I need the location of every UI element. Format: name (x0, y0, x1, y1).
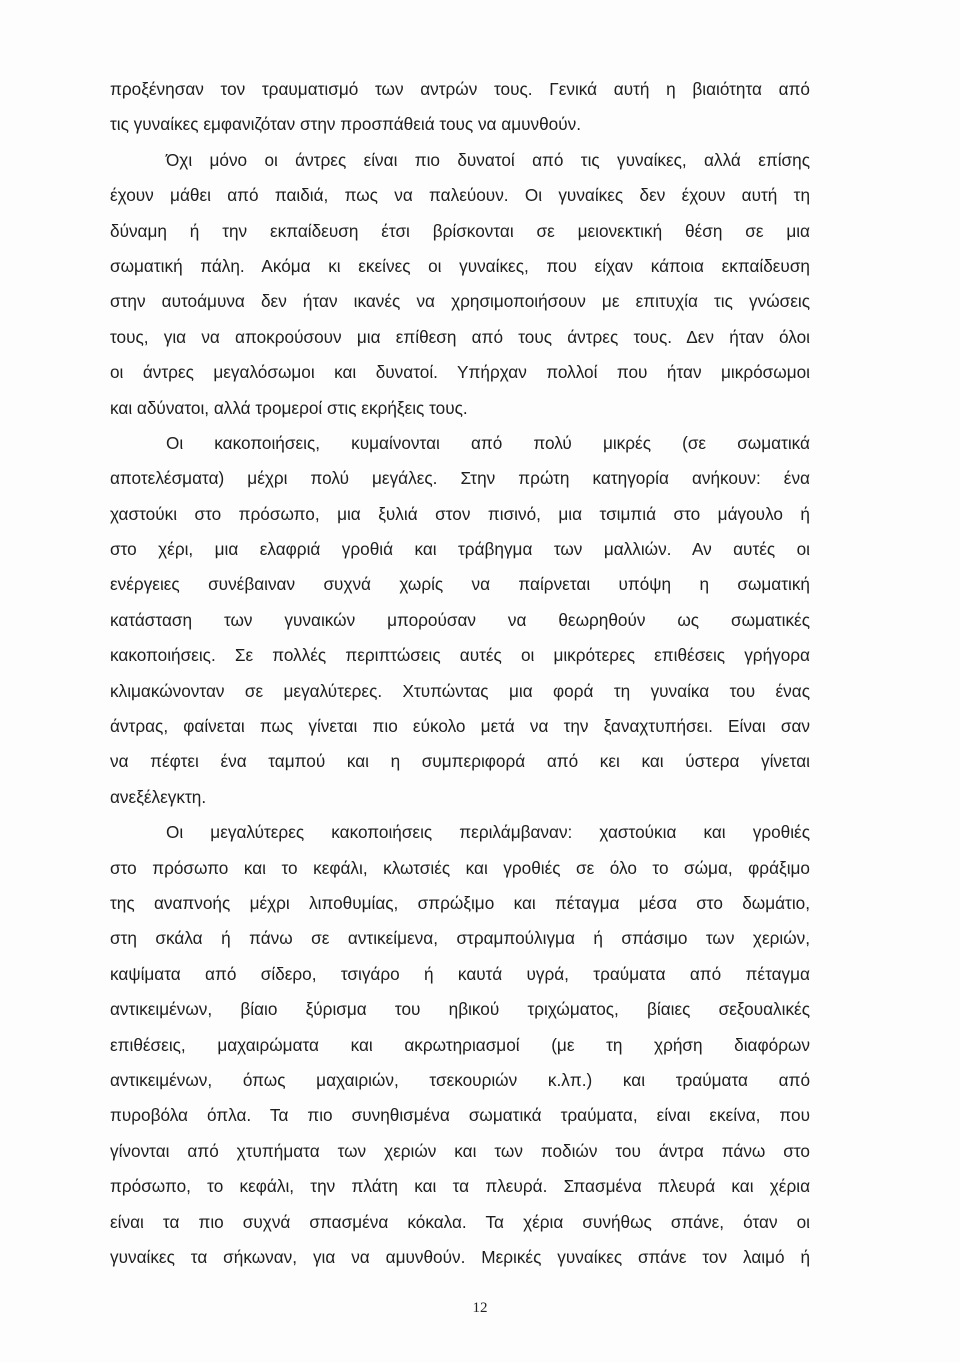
text-line: πρόσωπο, το κεφάλι, την πλάτη και τα πλευρά. Σπασμένα πλευρά και χέρια (110, 1176, 810, 1197)
body-text (110, 72, 810, 1275)
text-line: κατάσταση των γυναικών μπορούσαν να θεωρηθούν ως σωματικές (110, 609, 810, 630)
text-line: Οι κακοποιήσεις, κυμαίνονται από πολύ μικρές (σε σωματικά (166, 432, 810, 453)
text-line: είναι τα πιο συχνά σπασμένα κόκαλα. Τα χέρια συνήθως σπάνε, όταν οι (110, 1211, 810, 1232)
text-line: κλιμακώνονταν σε μεγαλύτερες. Χτυπώντας μια φορά τη γυναίκα του ένας (110, 680, 810, 701)
text-line: και αδύνατοι, αλλά τρομεροί στις εκρήξεις τους. (110, 397, 468, 418)
text-line: αποτελέσματα) μέχρι πολύ μεγάλες. Στην πρώτη κατηγορία ανήκουν: ένα (110, 468, 810, 489)
text-line: επιθέσεις, μαχαιρώματα και ακρωτηριασμοί (με τη χρήση διαφόρων (110, 1034, 810, 1055)
text-line: τις γυναίκες εμφανιζόταν στην προσπάθειά τους να αμυνθούν. (110, 114, 581, 135)
text-line: στο χέρι, μια ελαφριά γροθιά και τράβηγμα των μαλλιών. Αν αυτές οι (110, 539, 810, 560)
page-number: 12 (472, 1300, 488, 1316)
text-line: στο πρόσωπο και το κεφάλι, κλωτσιές και γροθιές σε όλο το σώμα, φράξιμο (110, 857, 810, 878)
text-line: αντικειμένων, βίαιο ξύρισμα του ηβικού τριχώματος, βίαιες σεξουαλικές (110, 999, 810, 1020)
text-line: προξένησαν τον τραυματισμό των αντρών τους. Γενικά αυτή η βιαιότητα από (110, 79, 810, 99)
text-line: αντικειμένων, όπως μαχαιριών, τσεκουριών κ.λπ.) και τραύματα από (110, 1069, 810, 1090)
text-line: δύναμη ή την εκπαίδευση έτσι βρίσκονται σε μειονεκτική θέση σε μια (110, 220, 810, 241)
text-line: τους, για να αποκρούσουν μια επίθεση από τους άντρες τους. Δεν ήταν όλοι (110, 326, 810, 347)
text-line: στην αυτοάμυνα δεν ήταν ικανές να χρησιμοποιήσουν με επιτυχία τις γνώσεις (110, 291, 810, 312)
text-line: ενέργειες συνέβαιναν συχνά χωρίς να παίρνεται υπόψη η σωματική (110, 574, 810, 595)
text-line: Οι μεγαλύτερες κακοποιήσεις περιλάμβαναν: χαστούκια και γροθιές (166, 822, 810, 843)
text-line: χαστούκι στο πρόσωπο, μια ξυλιά στον πισινό, μια τσιμπιά στο μάγουλο ή (110, 503, 810, 524)
text-line: καψίματα από σίδερο, τσιγάρο ή καυτά υγρά, τραύματα από πέταγμα (110, 963, 810, 984)
text-line: της αναπνοής μέχρι λιποθυμίας, σπρώξιμο και πέταγμα μέσα στο δωμάτιο, (110, 892, 810, 913)
text-line: Όχι μόνο οι άντρες είναι πιο δυνατοί από τις γυναίκες, αλλά επίσης (166, 149, 810, 170)
text-line: γυναίκες τα σήκωναν, για να αμυνθούν. Μερικές γυναίκες σπάνε τον λαιμό ή (110, 1246, 810, 1267)
text-line: οι άντρες μεγαλόσωμοι και δυνατοί. Υπήρχαν πολλοί που ήταν μικρόσωμοι (110, 362, 810, 383)
text-line: να πέφτει ένα ταμπού και η συμπεριφορά από κει και ύστερα γίνεται (110, 751, 810, 772)
text-line: στη σκάλα ή πάνω σε αντικείμενα, στραμπούλιγμα ή σπάσιμο των χεριών, (110, 928, 810, 949)
text-line: πυροβόλα όπλα. Τα πιο συνηθισμένα σωματικά τραύματα, είναι εκείνα, που (110, 1105, 810, 1126)
text-line: κακοποιήσεις. Σε πολλές περιπτώσεις αυτές οι μικρότερες επιθέσεις γρήγορα (110, 645, 810, 666)
text-line: έχουν μάθει από παιδιά, πως να παλεύουν. Οι γυναίκες δεν έχουν αυτή τη (110, 185, 810, 206)
text-line: ανεξέλεγκτη. (110, 786, 207, 807)
text-line: γίνονται από χτυπήματα των χεριών και των ποδιών του άντρα πάνω στο (110, 1140, 810, 1161)
text-line: άντρας, φαίνεται πως γίνεται πιο εύκολο μετά να την ξαναχτυπήσει. Είναι σαν (110, 716, 810, 737)
text-line: σωματική πάλη. Ακόμα κι εκείνες οι γυναίκες, που είχαν κάποια εκπαίδευση (110, 255, 810, 276)
